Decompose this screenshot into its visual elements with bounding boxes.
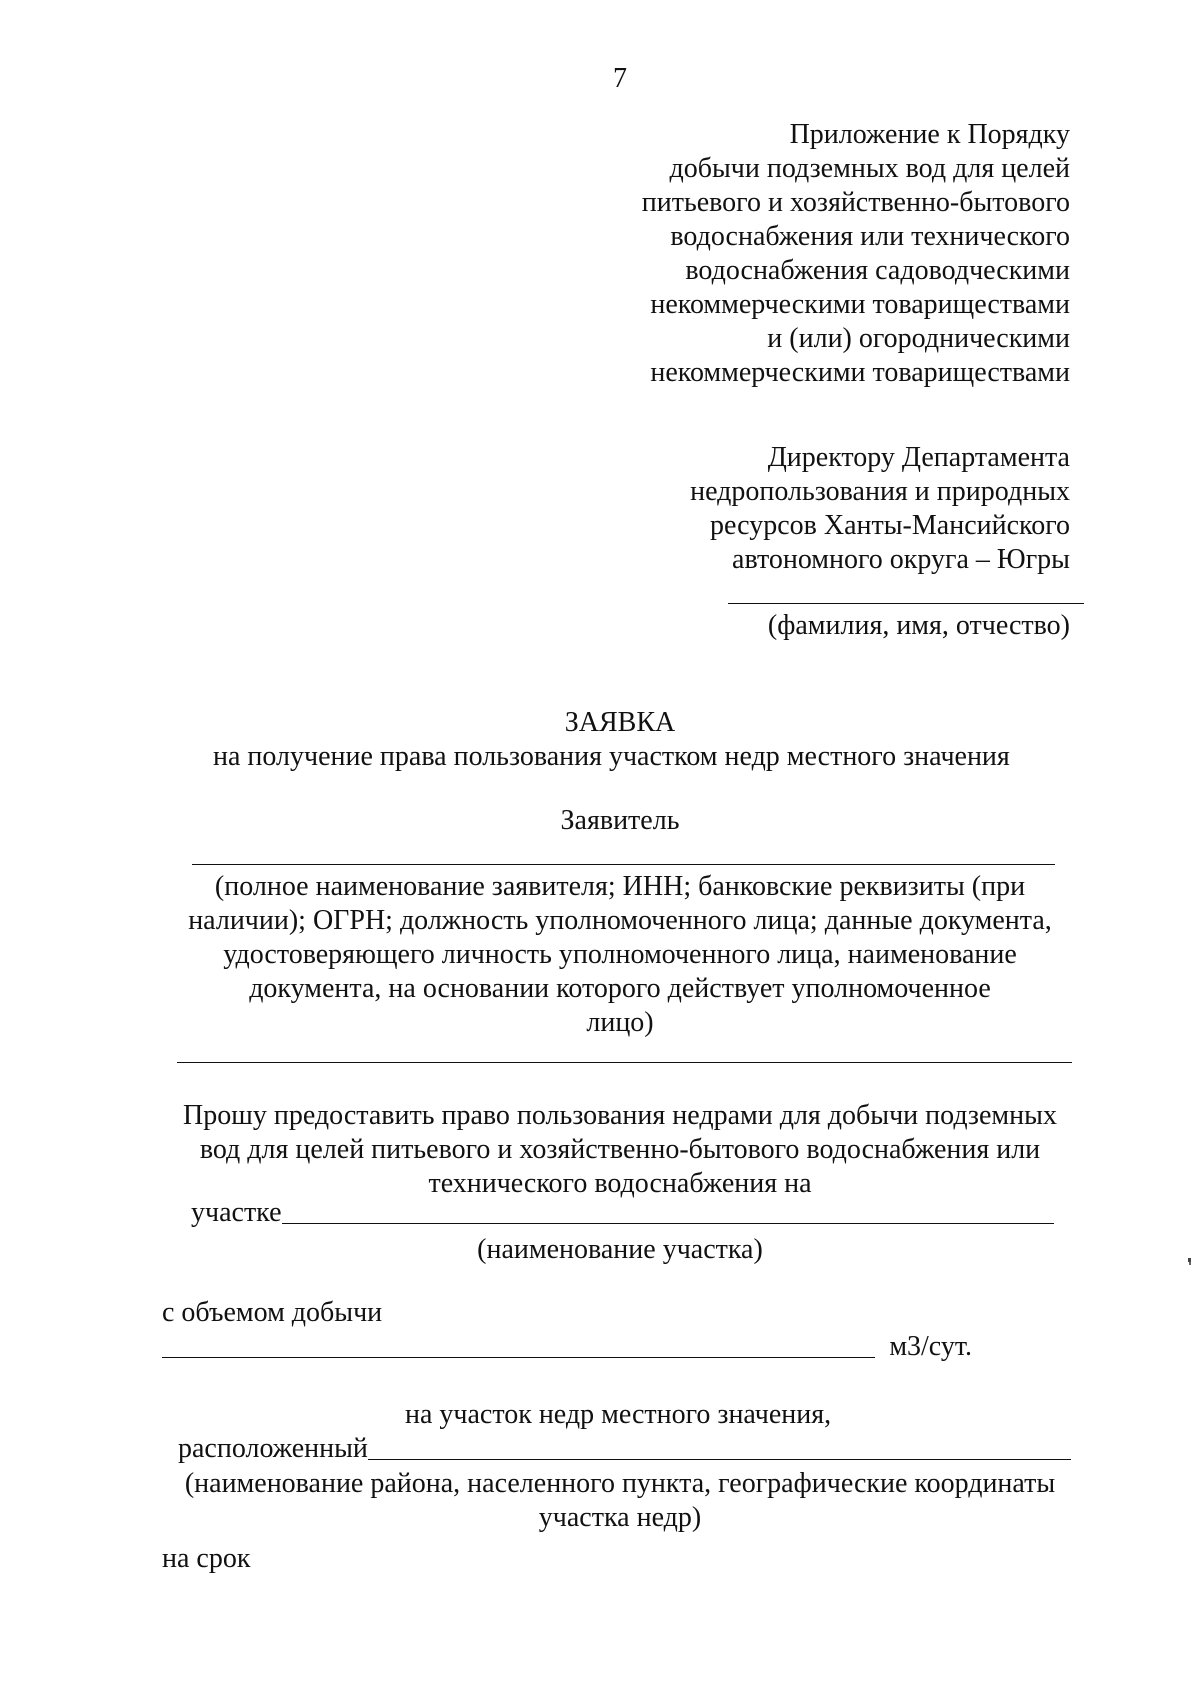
appendix-line: и (или) огородническими	[767, 323, 1070, 354]
volume-unit: м3/сут.	[889, 1331, 972, 1362]
volume-label: с объемом добычи	[162, 1297, 383, 1328]
application-title: ЗАЯВКА	[564, 707, 676, 738]
scan-speck	[1189, 1262, 1191, 1265]
addressee-line: Директору Департамента	[767, 442, 1070, 473]
appendix-line: Приложение к Порядку	[789, 119, 1070, 150]
applicant-caption-line: документа, на основании которого действует уполномоченное	[249, 973, 991, 1004]
applicant-label: Заявитель	[560, 805, 680, 836]
applicant-caption-line: (полное наименование заявителя; ИНН; банковские реквизиты (при	[214, 871, 1026, 902]
addressee-line: недропользования и природных	[690, 476, 1070, 507]
addressee-name-field[interactable]	[728, 603, 1084, 604]
plot-caption: (наименование участка)	[477, 1234, 763, 1265]
term-label: на срок	[162, 1543, 251, 1574]
appendix-line: водоснабжения или технического	[670, 221, 1070, 252]
plot-row	[191, 1196, 1054, 1229]
addressee-line: ресурсов Ханты-Мансийского	[710, 510, 1070, 541]
applicant-field[interactable]	[192, 864, 1055, 865]
request-line: Прошу предоставить право пользования недрами для добычи подземных	[183, 1100, 1057, 1131]
applicant-caption-line: лицо)	[586, 1007, 654, 1038]
volume-row	[162, 1330, 972, 1363]
volume-field[interactable]	[162, 1357, 875, 1358]
applicant-extra-field[interactable]	[177, 1062, 1072, 1063]
appendix-line: питьевого и хозяйственно-бытового	[641, 187, 1070, 218]
plot-field[interactable]	[282, 1223, 1054, 1224]
applicant-caption	[150, 870, 1090, 1040]
appendix-line: некоммерческими товариществами	[650, 289, 1070, 320]
appendix-line: некоммерческими товариществами	[650, 357, 1070, 388]
applicant-caption-line: удостоверяющего личность уполномоченного лица, наименование	[223, 939, 1017, 970]
location-field[interactable]	[368, 1459, 1071, 1460]
appendix-line: добычи подземных вод для целей	[669, 153, 1070, 184]
request-line: вод для целей питьевого и хозяйственно-бытового водоснабжения или	[199, 1134, 1041, 1165]
location-row	[178, 1432, 1071, 1465]
request-text	[150, 1099, 1090, 1201]
application-subtitle: на получение права пользования участком недр местного значения	[213, 741, 1010, 772]
location-label: расположенный	[178, 1433, 368, 1464]
request-line: технического водоснабжения на	[428, 1168, 812, 1199]
location-intro: на участок недр местного значения,	[405, 1399, 832, 1430]
addressee-name-caption: (фамилия, имя, отчество)	[767, 610, 1070, 641]
page-number: 7	[613, 63, 627, 94]
applicant-caption-line: наличии); ОГРН; должность уполномоченного лица; данные документа,	[188, 905, 1052, 936]
location-caption-line: участка недр)	[538, 1502, 702, 1533]
addressee	[510, 441, 1070, 577]
location-caption	[150, 1467, 1090, 1535]
addressee-line: автономного округа – Югры	[732, 544, 1070, 575]
appendix-reference	[510, 118, 1070, 390]
location-caption-line: (наименование района, населенного пункта, географические координаты	[184, 1468, 1056, 1499]
plot-label: участке	[191, 1197, 282, 1228]
appendix-line: водоснабжения садоводческими	[685, 255, 1070, 286]
